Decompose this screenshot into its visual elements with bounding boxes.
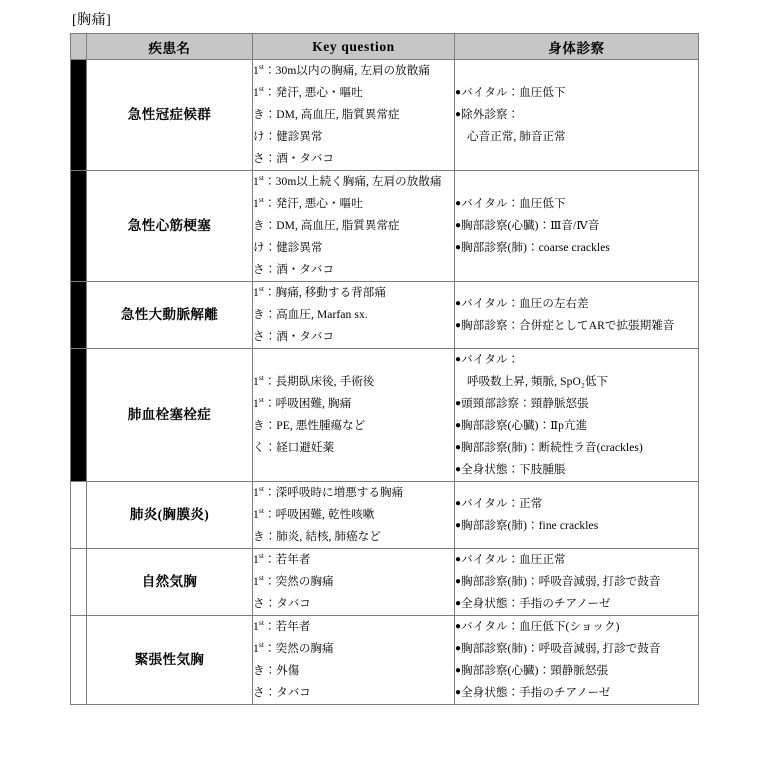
- key-question-text: ：胸痛, 移動する背部痛: [264, 287, 387, 299]
- table-row: [71, 482, 699, 549]
- disease-name-cell: 肺血栓塞栓症: [87, 349, 253, 482]
- disease-name-cell: 急性心筋梗塞: [87, 171, 253, 282]
- physical-exam-item: [455, 393, 698, 415]
- row-marker-cell: [71, 171, 87, 282]
- key-question-text: ：PE, 悪性腫瘍など: [264, 420, 366, 432]
- physical-exam-text: 胸部診察(心臓)：Ⅱp亢進: [461, 420, 588, 432]
- key-question-cell: [253, 171, 455, 282]
- filled-circle-bullet-icon: ●: [455, 520, 462, 531]
- physical-exam-text: 心音正常, 肺音正常: [467, 131, 566, 143]
- key-question-label: き: [253, 109, 265, 121]
- key-question-text: ：健診異常: [264, 131, 323, 143]
- key-question-item: [253, 82, 454, 104]
- disease-name-cell: 急性大動脈解離: [87, 282, 253, 349]
- physical-exam-list: [455, 616, 698, 704]
- key-question-item: [253, 482, 454, 504]
- key-question-item: [253, 304, 454, 326]
- key-question-cell: [253, 282, 455, 349]
- key-question-item: [253, 148, 454, 170]
- table-header: [71, 34, 699, 60]
- physical-exam-list: [455, 493, 698, 537]
- key-question-item: [253, 638, 454, 660]
- disease-name-cell: 急性冠症候群: [87, 60, 253, 171]
- filled-circle-bullet-icon: ●: [455, 598, 462, 609]
- key-question-text: ：呼吸困難, 胸痛: [264, 398, 352, 410]
- key-question-list: [253, 171, 454, 281]
- key-question-label: き: [253, 531, 265, 543]
- key-question-text: ：突然の胸痛: [264, 643, 334, 655]
- key-question-label: さ: [253, 598, 265, 610]
- key-question-label: 1st: [253, 640, 265, 655]
- disease-name-cell: 自然気胸: [87, 549, 253, 616]
- key-question-text: ：発汗, 悪心・嘔吐: [264, 87, 363, 99]
- physical-exam-cell: [455, 282, 699, 349]
- key-question-label: さ: [253, 153, 265, 165]
- physical-exam-list: [455, 293, 698, 337]
- key-question-label: 1st: [253, 284, 265, 299]
- key-question-list: [253, 282, 454, 348]
- row-marker-cell: [71, 60, 87, 171]
- filled-circle-bullet-icon: ●: [455, 242, 462, 253]
- key-question-cell: [253, 349, 455, 482]
- physical-exam-cell: [455, 349, 699, 482]
- filled-circle-bullet-icon: ●: [455, 576, 462, 587]
- physical-exam-text: 全身状態：下肢腫脹: [461, 464, 566, 476]
- physical-exam-text: 除外診察：: [461, 109, 520, 121]
- key-question-label: 1st: [253, 395, 265, 410]
- filled-circle-bullet-icon: ●: [455, 398, 462, 409]
- key-question-label: け: [253, 131, 265, 143]
- physical-exam-item: [455, 193, 698, 215]
- table-body: [71, 60, 699, 705]
- key-question-item: [253, 371, 454, 393]
- key-question-label: 1st: [253, 84, 265, 99]
- key-question-label: 1st: [253, 484, 265, 499]
- table-row: [71, 349, 699, 482]
- key-question-cell: [253, 60, 455, 171]
- row-marker-cell: [71, 616, 87, 705]
- table-row: [71, 171, 699, 282]
- physical-exam-text: 呼吸数上昇, 頻脈, SpO₂低下: [467, 376, 609, 388]
- physical-exam-text: バイタル：血圧の左右差: [461, 298, 589, 310]
- disease-name-cell: 肺炎(胸膜炎): [87, 482, 253, 549]
- physical-exam-item: [455, 293, 698, 315]
- key-question-label: 1st: [253, 573, 265, 588]
- physical-exam-list: [455, 349, 698, 481]
- physical-exam-cell: [455, 171, 699, 282]
- row-marker-cell: [71, 549, 87, 616]
- key-question-item: [253, 616, 454, 638]
- key-question-label: き: [253, 420, 265, 432]
- physical-exam-text: バイタル：血圧低下: [461, 198, 566, 210]
- filled-circle-bullet-icon: ●: [455, 320, 462, 331]
- physical-exam-list: [455, 193, 698, 259]
- filled-circle-bullet-icon: ●: [455, 621, 462, 632]
- key-question-item: [253, 682, 454, 704]
- row-marker-cell: [71, 482, 87, 549]
- key-question-item: [253, 215, 454, 237]
- key-question-text: ：30m以上続く胸痛, 左肩の放散痛: [264, 176, 442, 188]
- key-question-item: [253, 60, 454, 82]
- physical-exam-item: [455, 215, 698, 237]
- filled-circle-bullet-icon: ●: [455, 354, 462, 365]
- physical-exam-text: 胸部診察(肺)：断続性ラ音(crackles): [461, 442, 643, 454]
- filled-circle-bullet-icon: ●: [455, 665, 462, 676]
- physical-exam-item: [455, 349, 698, 371]
- table-row: [71, 282, 699, 349]
- physical-exam-text: バイタル：血圧低下(ショック): [461, 621, 620, 633]
- disease-name-cell: 緊張性気胸: [87, 616, 253, 705]
- key-question-item: [253, 326, 454, 348]
- table-row: [71, 616, 699, 705]
- key-question-text: ：経口避妊薬: [264, 442, 335, 454]
- key-question-label: 1st: [253, 62, 265, 77]
- key-question-label: さ: [253, 687, 265, 699]
- key-question-item: [253, 104, 454, 126]
- filled-circle-bullet-icon: ●: [455, 464, 462, 475]
- key-question-text: ：酒・タバコ: [264, 264, 335, 276]
- key-question-text: ：タバコ: [264, 687, 311, 699]
- key-question-item: [253, 504, 454, 526]
- key-question-list: [253, 616, 454, 704]
- key-question-text: ：深呼吸時に増悪する胸痛: [264, 487, 404, 499]
- physical-exam-text: 胸部診察(肺)：fine crackles: [461, 520, 599, 532]
- physical-exam-list: [455, 549, 698, 615]
- physical-exam-text: 胸部診察(心臓)：Ⅲ音/Ⅳ音: [461, 220, 600, 232]
- key-question-list: [253, 482, 454, 548]
- key-question-label: き: [253, 665, 265, 677]
- physical-exam-cell: [455, 60, 699, 171]
- key-question-text: ：若年者: [264, 554, 311, 566]
- physical-exam-item: [455, 126, 698, 148]
- key-question-item: [253, 193, 454, 215]
- filled-circle-bullet-icon: ●: [455, 87, 462, 98]
- physical-exam-item: [455, 315, 698, 337]
- physical-exam-item: [455, 638, 698, 660]
- physical-exam-item: [455, 660, 698, 682]
- key-question-text: ：高血圧, Marfan sx.: [264, 309, 368, 321]
- key-question-label: 1st: [253, 195, 265, 210]
- key-question-text: ：酒・タバコ: [264, 153, 335, 165]
- key-question-item: [253, 437, 454, 459]
- key-question-item: [253, 259, 454, 281]
- key-question-text: ：若年者: [264, 621, 311, 633]
- key-question-label: さ: [253, 331, 265, 343]
- column-header-physical-exam: 身体診察: [455, 34, 699, 60]
- key-question-item: [253, 237, 454, 259]
- table-header-row: [71, 34, 699, 60]
- physical-exam-list: [455, 82, 698, 148]
- physical-exam-text: 全身状態：手指のチアノーゼ: [461, 687, 611, 699]
- key-question-item: [253, 660, 454, 682]
- key-question-text: ：酒・タバコ: [264, 331, 335, 343]
- physical-exam-text: 胸部診察：合併症としてARで拡張期雑音: [461, 320, 675, 332]
- physical-exam-text: バイタル：: [461, 354, 520, 366]
- physical-exam-text: 胸部診察(心臓)：頸静脈怒張: [461, 665, 609, 677]
- physical-exam-item: [455, 593, 698, 615]
- key-question-label: 1st: [253, 551, 265, 566]
- row-marker-cell: [71, 282, 87, 349]
- key-question-text: ：発汗, 悪心・嘔吐: [264, 198, 363, 210]
- key-question-label: 1st: [253, 173, 265, 188]
- physical-exam-text: 胸部診察(肺)：呼吸音減弱, 打診で鼓音: [461, 643, 661, 655]
- filled-circle-bullet-icon: ●: [455, 220, 462, 231]
- physical-exam-item: [455, 493, 698, 515]
- physical-exam-item: [455, 571, 698, 593]
- physical-exam-text: 胸部診察(肺)：呼吸音減弱, 打診で鼓音: [461, 576, 661, 588]
- physical-exam-cell: [455, 482, 699, 549]
- key-question-item: [253, 126, 454, 148]
- key-question-cell: [253, 549, 455, 616]
- key-question-text: ：30m以内の胸痛, 左肩の放散痛: [264, 65, 430, 77]
- key-question-item: [253, 526, 454, 548]
- key-question-item: [253, 549, 454, 571]
- key-question-label: く: [253, 442, 265, 454]
- column-header-disease: 疾患名: [87, 34, 253, 60]
- filled-circle-bullet-icon: ●: [455, 643, 462, 654]
- key-question-text: ：健診異常: [264, 242, 323, 254]
- key-question-text: ：肺炎, 結核, 肺癌など: [264, 531, 381, 543]
- physical-exam-item: [455, 237, 698, 259]
- key-question-text: ：タバコ: [264, 598, 311, 610]
- physical-exam-cell: [455, 549, 699, 616]
- key-question-label: 1st: [253, 373, 265, 388]
- key-question-label: 1st: [253, 618, 265, 633]
- row-marker-cell: [71, 349, 87, 482]
- key-question-text: ：DM, 高血圧, 脂質異常症: [264, 109, 400, 121]
- key-question-item: [253, 593, 454, 615]
- filled-circle-bullet-icon: ●: [455, 420, 462, 431]
- key-question-label: け: [253, 242, 265, 254]
- table-row: [71, 549, 699, 616]
- physical-exam-text: バイタル：正常: [461, 498, 543, 510]
- table-row: [71, 60, 699, 171]
- physical-exam-text: 頭頸部診察：頸静脈怒張: [461, 398, 589, 410]
- key-question-list: [253, 549, 454, 615]
- page-title: [胸痛]: [72, 13, 112, 28]
- physical-exam-cell: [455, 616, 699, 705]
- key-question-item: [253, 393, 454, 415]
- key-question-text: ：DM, 高血圧, 脂質異常症: [264, 220, 400, 232]
- physical-exam-item: [455, 459, 698, 481]
- physical-exam-item: [455, 616, 698, 638]
- physical-exam-item: [455, 437, 698, 459]
- key-question-label: き: [253, 309, 265, 321]
- filled-circle-bullet-icon: ●: [455, 442, 462, 453]
- key-question-list: [253, 371, 454, 459]
- key-question-list: [253, 60, 454, 170]
- key-question-text: ：長期臥床後, 手術後: [264, 376, 375, 388]
- key-question-cell: [253, 482, 455, 549]
- key-question-text: ：突然の胸痛: [264, 576, 334, 588]
- key-question-item: [253, 171, 454, 193]
- key-question-label: き: [253, 220, 265, 232]
- key-question-item: [253, 571, 454, 593]
- physical-exam-item: [455, 415, 698, 437]
- column-header-key-question: Key question: [253, 34, 455, 60]
- physical-exam-item: [455, 371, 698, 393]
- column-header-marker: [71, 34, 87, 60]
- filled-circle-bullet-icon: ●: [455, 687, 462, 698]
- physical-exam-item: [455, 82, 698, 104]
- key-question-label: 1st: [253, 506, 265, 521]
- physical-exam-text: バイタル：血圧低下: [461, 87, 566, 99]
- filled-circle-bullet-icon: ●: [455, 498, 462, 509]
- physical-exam-item: [455, 682, 698, 704]
- filled-circle-bullet-icon: ●: [455, 109, 462, 120]
- filled-circle-bullet-icon: ●: [455, 554, 462, 565]
- physical-exam-text: 胸部診察(肺)：coarse crackles: [461, 242, 611, 254]
- filled-circle-bullet-icon: ●: [455, 298, 462, 309]
- key-question-item: [253, 415, 454, 437]
- physical-exam-item: [455, 549, 698, 571]
- physical-exam-item: [455, 515, 698, 537]
- key-question-label: さ: [253, 264, 265, 276]
- key-question-text: ：外傷: [264, 665, 300, 677]
- physical-exam-text: 全身状態：手指のチアノーゼ: [461, 598, 611, 610]
- chest-pain-differential-table: [70, 33, 699, 705]
- key-question-cell: [253, 616, 455, 705]
- filled-circle-bullet-icon: ●: [455, 198, 462, 209]
- key-question-text: ：呼吸困難, 乾性咳嗽: [264, 509, 375, 521]
- physical-exam-item: [455, 104, 698, 126]
- chest-pain-differential-table-wrapper: [70, 33, 698, 705]
- key-question-item: [253, 282, 454, 304]
- physical-exam-text: バイタル：血圧正常: [461, 554, 566, 566]
